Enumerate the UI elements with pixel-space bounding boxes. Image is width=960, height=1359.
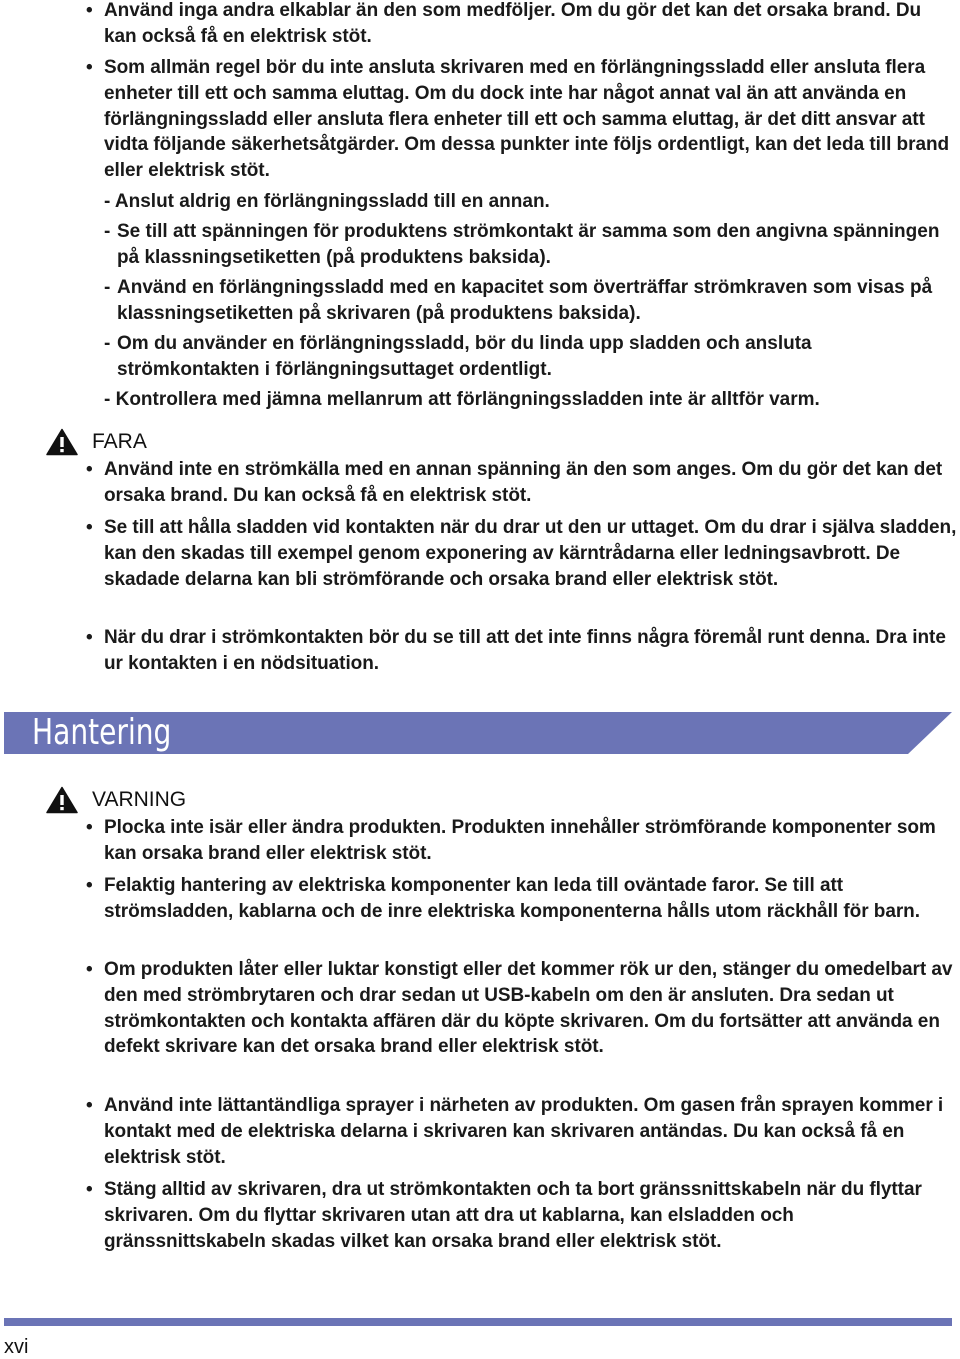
dash-mark: - [104,333,111,354]
dash-text: Om du använder en förlängningssladd, bör du linda upp sladden och ansluta strömkontakten i förlängningsuttaget ordentligt. [117,333,812,380]
section-banner [4,712,952,754]
dash-mark: - [104,389,111,410]
bullet-text: Använd inga andra elkablar än den som medföljer. Om du gör det kan det orsaka brand. Du kan också få en elektrisk stöt. [104,0,922,47]
fara-label: FARA [92,430,147,453]
bullet-dot: • [86,517,93,538]
bullet-dot: • [86,627,93,648]
dash-item [104,387,958,413]
dash-item [104,219,958,271]
bullet-dot: • [86,1179,93,1200]
bullet-dot: • [86,817,93,838]
dash-item [104,275,958,327]
varning-label: VARNING [92,788,187,811]
bullet-dot: • [86,0,93,21]
dash-mark: - [104,191,111,212]
bullet-item [86,815,958,867]
section-title: Hantering [32,712,172,753]
bullet-dot: • [86,459,93,480]
warning-triangle-icon [46,786,78,814]
bullet-item [86,457,958,509]
bullet-text: Plocka inte isär eller ändra produkten. Produkten innehåller strömförande komponenter som kan orsaka brand eller elektrisk stöt. [104,817,936,864]
bullet-text: Stäng alltid av skrivaren, dra ut strömkontakten och ta bort gränssnittskabeln när du flyttar skrivaren. Om du flyttar skrivaren utan att dra ut kablarna, kan elsladden och gränssnittskabeln skadas vilket kan orsaka brand eller elektrisk stöt. [104,1179,922,1252]
bullet-text: Felaktig hantering av elektriska komponenter kan leda till oväntade faror. Se till att strömsladden, kablarna och de inre elektriska komponenterna hålls utom räckhåll för barn. [104,875,920,922]
bullet-item [86,1177,958,1254]
warning-triangle-icon [46,428,78,456]
bullet-dot: • [86,57,93,78]
dash-mark: - [104,277,111,298]
bullet-item [86,0,958,50]
bullet-item [86,55,958,184]
bullet-dot: • [86,875,93,896]
bullet-dot: • [86,959,93,980]
bullet-text: Använd inte en strömkälla med en annan spänning än den som anges. Om du gör det kan det orsaka brand. Du kan också få en elektrisk stöt. [104,459,943,506]
bullet-item [86,1093,958,1170]
bullet-item [86,625,958,677]
bullet-item [86,873,958,925]
dash-text: Anslut aldrig en förlängningssladd till en annan. [114,191,550,212]
dash-item [104,189,958,215]
bullet-text: Om produkten låter eller luktar konstigt eller det kommer rök ur den, stänger du omedelbart av den med strömbrytaren och drar sedan ut USB-kabeln om den är ansluten. Dra sedan ut strömkontakten och kontakta affären där du köpte skrivaren. Om du fortsätter att använda en defekt skrivare kan det orsaka brand eller elektrisk stöt. [104,959,953,1058]
dash-mark: - [104,221,111,242]
bullet-text: Använd inte lättantändliga sprayer i närheten av produkten. Om gasen från sprayen kommer i kontakt med de elektriska delarna i skrivaren kan skrivaren antändas. Du kan också få en elektrisk stöt. [104,1095,944,1168]
dash-text: Kontrollera med jämna mellanrum att förlängningssladden inte är alltför varm. [115,389,820,410]
bullet-dot: • [86,1095,93,1116]
bullet-item [86,515,958,592]
bullet-item [86,957,958,1060]
dash-text: Se till att spänningen för produktens strömkontakt är samma som den angivna spänningen på klassningsetiketten (på produktens baksida). [117,221,940,268]
bullet-text: När du drar i strömkontakten bör du se till att det inte finns några föremål runt denna. Dra inte ur kontakten i en nödsituation. [104,627,946,674]
bullet-text: Som allmän regel bör du inte ansluta skrivaren med en förlängningssladd eller ansluta flera enheter till ett och samma eluttag. Om du dock inte har något annat val än att använda en förlängningssladd eller ansluta flera enheter till ett och samma eluttag, är det ditt ansvar att vidta följande säkerhetsåtgärder. Om dessa punkter inte följs ordentligt, kan det leda till brand eller elektrisk stöt. [104,57,950,182]
dash-text: Använd en förlängningssladd med en kapacitet som överträffar strömkraven som visas på klassningsetiketten på skrivaren (på produktens baksida). [117,277,933,324]
footer-rule [4,1318,952,1326]
page-number: xvi [4,1336,29,1358]
dash-item [104,331,958,383]
bullet-text: Se till att hålla sladden vid kontakten när du drar ut den ur uttaget. Om du drar i själva sladden, kan den skadas till exempel genom exponering av kärntrådarna eller ledningsavbrott. De skadade delarna kan bli strömförande och orsaka brand eller elektrisk stöt. [104,517,957,590]
